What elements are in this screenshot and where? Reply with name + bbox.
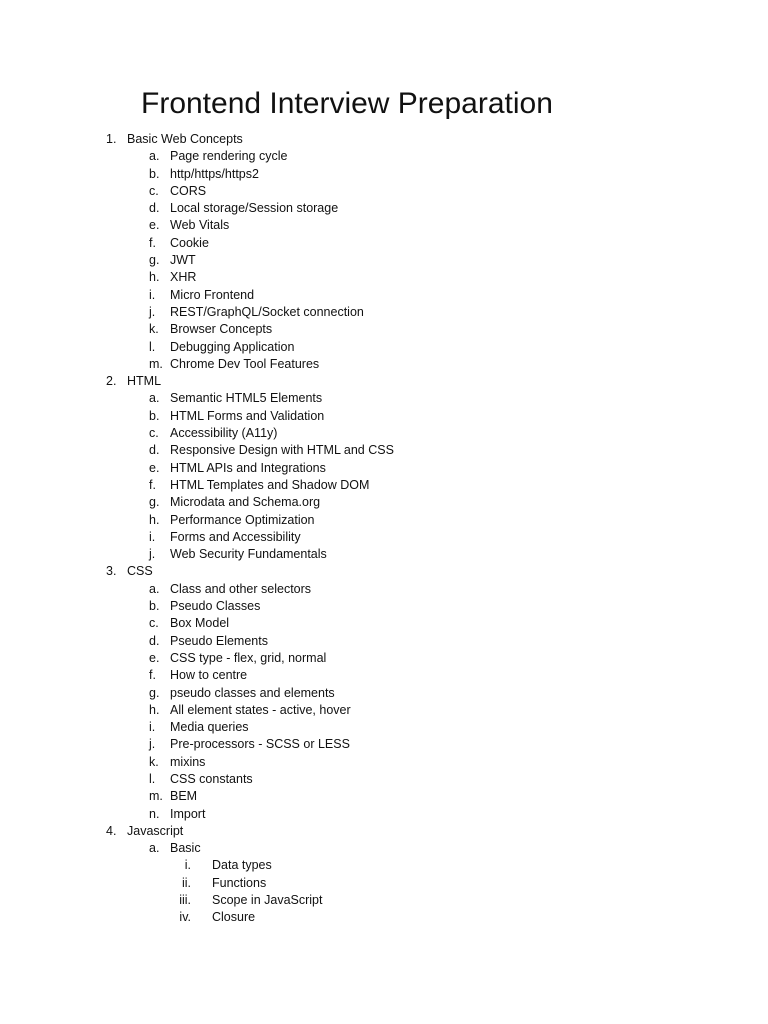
outline-item: [0, 460, 768, 477]
list-marker: j.: [149, 737, 156, 752]
outline-item: [0, 806, 768, 823]
list-item-text: Pre-processors - SCSS or LESS: [170, 737, 350, 752]
outline-item: [0, 339, 768, 356]
list-item-text: CORS: [170, 183, 207, 198]
list-marker: f.: [149, 235, 156, 250]
list-marker: n.: [149, 806, 160, 821]
list-marker: l.: [149, 339, 156, 354]
outline-item: [0, 252, 768, 269]
list-marker: a.: [149, 841, 160, 856]
list-marker: j.: [149, 547, 156, 562]
list-item-text: Pseudo Classes: [170, 599, 261, 614]
list-marker: g.: [149, 253, 160, 268]
list-item-text: How to centre: [170, 668, 248, 683]
list-marker: a.: [149, 149, 160, 164]
list-item-text: Semantic HTML5 Elements: [170, 391, 323, 406]
outline-section: [0, 563, 768, 580]
list-item-text: XHR: [170, 270, 197, 285]
list-item-text: CSS type - flex, grid, normal: [170, 650, 327, 665]
list-marker: c.: [149, 426, 159, 441]
list-marker: h.: [149, 702, 160, 717]
outline-item: [0, 512, 768, 529]
list-marker: b.: [149, 166, 160, 181]
outline-item: [0, 494, 768, 511]
outline-item: [0, 356, 768, 373]
outline-item: [0, 304, 768, 321]
outline-item: [0, 217, 768, 234]
outline-item: [0, 581, 768, 598]
list-item-text: Browser Concepts: [170, 322, 273, 337]
list-item-text: pseudo classes and elements: [170, 685, 335, 700]
outline-item: [0, 321, 768, 338]
outline-section: [0, 823, 768, 840]
list-marker: d.: [149, 201, 160, 216]
list-marker: g.: [149, 685, 160, 700]
list-marker: k.: [149, 754, 159, 769]
list-marker: c.: [149, 616, 159, 631]
outline-item: [0, 148, 768, 165]
outline-subitem: [0, 857, 768, 874]
list-item-text: Web Vitals: [170, 218, 230, 233]
list-item-text: Debugging Application: [170, 339, 295, 354]
outline-item: [0, 425, 768, 442]
list-marker: g.: [149, 495, 160, 510]
outline-item: [0, 754, 768, 771]
list-marker: i.: [184, 858, 191, 873]
list-marker: j.: [149, 304, 156, 319]
list-marker: 1.: [106, 132, 117, 146]
list-marker: 3.: [106, 564, 117, 579]
list-marker: iv.: [179, 910, 191, 925]
list-item-text: Class and other selectors: [170, 581, 312, 596]
page-title: Frontend Interview Preparation: [141, 87, 553, 120]
outline-item: [0, 546, 768, 563]
outline-subitem: [0, 875, 768, 892]
list-marker: b.: [149, 408, 160, 423]
list-marker: ii.: [181, 875, 191, 890]
list-marker: i.: [149, 287, 156, 302]
list-marker: e.: [149, 460, 160, 475]
list-item-text: Functions: [212, 875, 267, 890]
list-item-text: HTML: [127, 374, 162, 389]
list-marker: d.: [149, 633, 160, 648]
outline-item: [0, 235, 768, 252]
list-item-text: Basic: [170, 841, 201, 856]
outline-subitem: [0, 892, 768, 909]
list-marker: iii.: [179, 893, 191, 908]
list-item-text: Cookie: [170, 235, 209, 250]
list-marker: m.: [149, 356, 163, 371]
list-item-text: Basic Web Concepts: [127, 132, 243, 146]
list-item-text: mixins: [170, 754, 206, 769]
outline-item: [0, 840, 768, 857]
list-item-text: HTML Templates and Shadow DOM: [170, 477, 370, 492]
list-item-text: Javascript: [127, 823, 184, 838]
outline-item: [0, 667, 768, 684]
list-marker: 4.: [106, 823, 117, 838]
list-item-text: http/https/https2: [170, 166, 259, 181]
list-item-text: Chrome Dev Tool Features: [170, 356, 320, 371]
outline-section: [0, 373, 768, 390]
list-item-text: Closure: [212, 910, 256, 925]
list-item-text: Local storage/Session storage: [170, 201, 339, 216]
list-item-text: Performance Optimization: [170, 512, 315, 527]
list-item-text: CSS constants: [170, 771, 253, 786]
list-item-text: HTML APIs and Integrations: [170, 460, 326, 475]
list-marker: i.: [149, 529, 156, 544]
list-marker: 2.: [106, 374, 117, 389]
list-item-text: Micro Frontend: [170, 287, 255, 302]
list-marker: h.: [149, 512, 160, 527]
list-item-text: Data types: [212, 858, 272, 873]
outline-section: [0, 131, 768, 148]
list-marker: i.: [149, 720, 156, 735]
outline-item: [0, 685, 768, 702]
list-marker: h.: [149, 270, 160, 285]
list-item-text: HTML Forms and Validation: [170, 408, 325, 423]
list-marker: b.: [149, 599, 160, 614]
list-item-text: Page rendering cycle: [170, 149, 288, 164]
list-item-text: Box Model: [170, 616, 230, 631]
list-item-text: Media queries: [170, 720, 249, 735]
outline-item: [0, 771, 768, 788]
list-marker: l.: [149, 771, 156, 786]
list-item-text: Import: [170, 806, 206, 821]
list-marker: e.: [149, 650, 160, 665]
outline-item: [0, 183, 768, 200]
outline-item: [0, 390, 768, 407]
list-marker: k.: [149, 322, 159, 337]
list-marker: c.: [149, 183, 159, 198]
outline-item: [0, 200, 768, 217]
list-item-text: REST/GraphQL/Socket connection: [170, 304, 364, 319]
outline-item: [0, 633, 768, 650]
outline-item: [0, 598, 768, 615]
outline-item: [0, 477, 768, 494]
list-marker: e.: [149, 218, 160, 233]
outline-item: [0, 702, 768, 719]
outline-item: [0, 615, 768, 632]
outline-item: [0, 736, 768, 753]
outline-item: [0, 269, 768, 286]
list-item-text: Pseudo Elements: [170, 633, 268, 648]
list-item-text: JWT: [170, 253, 196, 268]
outline-item: [0, 442, 768, 459]
list-marker: f.: [149, 668, 156, 683]
list-marker: a.: [149, 581, 160, 596]
list-item-text: BEM: [170, 789, 198, 804]
outline-subitem: [0, 909, 768, 926]
outline-item: [0, 788, 768, 805]
list-marker: f.: [149, 477, 156, 492]
list-item-text: Forms and Accessibility: [170, 529, 301, 544]
list-item-text: Responsive Design with HTML and CSS: [170, 443, 394, 458]
list-item-text: CSS: [127, 564, 153, 579]
list-item-text: Microdata and Schema.org: [170, 495, 321, 510]
outline-item: [0, 166, 768, 183]
outline-item: [0, 650, 768, 667]
outline-item: [0, 408, 768, 425]
list-marker: a.: [149, 391, 160, 406]
list-marker: m.: [149, 789, 163, 804]
outline-item: [0, 287, 768, 304]
list-item-text: Web Security Fundamentals: [170, 547, 327, 562]
list-item-text: All element states - active, hover: [170, 702, 351, 717]
list-item-text: Accessibility (A11y): [170, 426, 278, 441]
list-marker: d.: [149, 443, 160, 458]
list-item-text: Scope in JavaScript: [212, 893, 323, 908]
outline-item: [0, 719, 768, 736]
outline-item: [0, 529, 768, 546]
outline-list: [0, 131, 768, 927]
